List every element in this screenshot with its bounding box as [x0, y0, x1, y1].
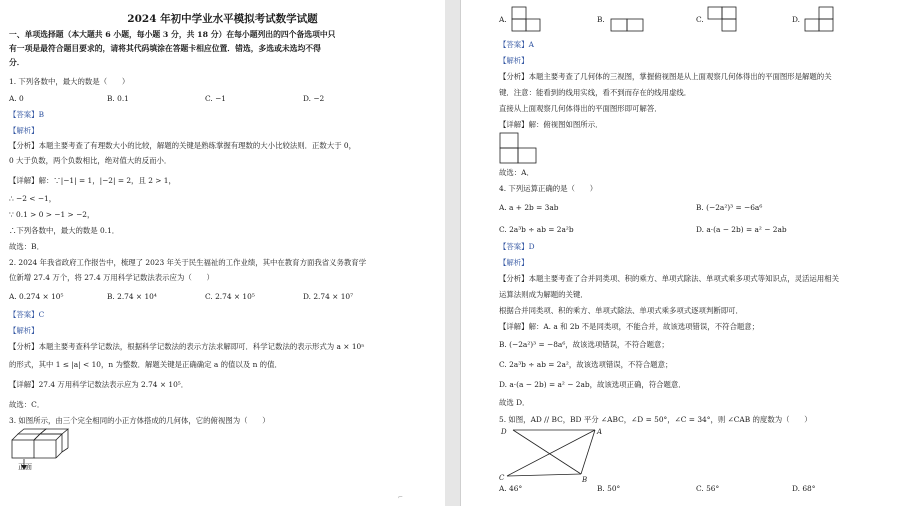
question-3-stem: 3. 如图所示，由三个完全相同的小正方体搭成的几何体，它的俯视图为（ ）: [9, 416, 270, 425]
exam-title: 2024 年初中学业水平模拟考试数学试题: [127, 13, 318, 25]
q3-answer: 【答案】A: [499, 40, 534, 49]
q1-option-a: A. 0: [9, 94, 24, 103]
question-4-stem: 4. 下列运算正确的是（ ）: [499, 184, 598, 193]
q5-option-a: A. 46°: [499, 484, 523, 493]
q4-analysis-line: 运算法则成为解题的关键．: [499, 290, 588, 299]
q1-option-b: B. 0.1: [107, 94, 129, 103]
q4-analysis-line: 根据合并同类项、积的乘方、单项式除法、单项式乘多项式逐项判断即可．: [499, 306, 743, 315]
q4-analysis-line: 故选 D．: [499, 398, 530, 407]
q4-analysis-line: B. (−2a²)³ = −8a⁶，故该选项错误，不符合题意；: [499, 340, 669, 349]
q2-option-b: B. 2.74 × 10⁴: [107, 292, 157, 301]
question-2-stem: 位新增 27.4 万个，将 27.4 万用科学记数法表示应为（ ）: [9, 273, 214, 282]
q1-analysis-line: 0 大于负数，两个负数相比，绝对值大的反而小．: [9, 156, 172, 165]
q3-option-d: D.: [792, 15, 801, 24]
q2-analysis-line: 的形式，其中 1 ≤ |a| < 10，n 为整数．解题关键是正确确定 a 的值以及 n 的值．: [9, 360, 282, 369]
q1-analysis-line: ∴ −2 < −1，: [9, 194, 57, 203]
q1-analysis-line: 【分析】本题主要考查了有理数大小的比较，解题的关键是熟练掌握有理数的大小比较法则．正数大于 0，: [9, 141, 357, 150]
q1-analysis-line: ∴下列各数中，最大的数是 0.1．: [9, 226, 120, 235]
point-label-d: D: [501, 428, 507, 436]
q3-analysis-label: 【解析】: [499, 56, 529, 65]
q5-option-c: C. 56°: [696, 484, 720, 493]
q2-analysis-label: 【解析】: [9, 326, 39, 335]
q4-analysis-line: 【分析】本题主要考查了合并同类项、积的乘方、单项式除法、单项式乘多项式等知识点，灵活运用相关: [499, 274, 839, 283]
point-label-c: C: [499, 474, 505, 482]
q2-option-c: C. 2.74 × 10⁵: [205, 292, 255, 301]
q1-analysis-line: ∵ 0.1 > 0 > −1 > −2，: [9, 210, 95, 219]
q1-analysis-line: 【详解】解：∵|−1| = 1，|−2| = 2，且 2 > 1，: [9, 176, 176, 185]
q2-analysis-line: 【分析】本题主要考查科学记数法，根据科学记数法的表示方法求解即可．科学记数法的表示形式为 a × 10ⁿ: [9, 342, 365, 351]
q3-option-c-figure: [707, 6, 743, 32]
q3-analysis-line: 直接从上面观察几何体得出的平面图形即可解答．: [499, 104, 662, 113]
q3-option-b: B.: [597, 15, 605, 24]
point-label-b: B: [582, 476, 588, 484]
q3-option-c: C.: [696, 15, 704, 24]
q3-analysis-line: 【详解】解：俯视图如图所示．: [499, 120, 603, 129]
q5-option-d: D. 68°: [792, 484, 816, 493]
q4-analysis-label: 【解析】: [499, 258, 529, 267]
page-corner-mark: ⌐: [398, 494, 404, 501]
q2-option-d: D. 2.74 × 10⁷: [303, 292, 354, 301]
q3-conclusion: 故选：A．: [499, 168, 534, 177]
q4-option-d: D. a·(a − 2b) = a² − 2ab: [696, 225, 787, 234]
q4-option-a: A. a + 2b = 3ab: [499, 203, 559, 212]
section-heading: 一、单项选择题（本大题共 6 小题，每小题 3 分，共 18 分）在每小题列出的四个备选项中只: [9, 30, 336, 39]
q3-option-b-figure: [610, 6, 646, 32]
q2-analysis-line: 【详解】27.4 万用科学记数法表示应为 2.74 × 10⁵．: [9, 380, 189, 389]
section-heading: 分．: [9, 58, 25, 67]
q4-analysis-line: C. 2a³b ÷ ab = 2a²，故该选项错误，不符合题意；: [499, 360, 673, 369]
q2-answer: 【答案】C: [9, 310, 45, 319]
q4-answer: 【答案】D: [499, 242, 535, 251]
q3-analysis-line: 【分析】本题主要考查了几何体的三视图，掌握俯视图是从上面观察几何体得出的平面图形是解题的关: [499, 72, 832, 81]
q1-analysis-label: 【解析】: [9, 126, 39, 135]
q3-option-d-figure: [804, 6, 840, 32]
q1-analysis-line: 故选：B．: [9, 242, 44, 251]
q3-option-a-figure: [511, 6, 547, 32]
q1-answer: 【答案】B: [9, 110, 44, 119]
question-5-stem: 5. 如图，AD // BC，BD 平分 ∠ABC，∠D = 50°，∠C = 34°，则 ∠CAB 的度数为（ ）: [499, 415, 812, 424]
document-page-left: [0, 0, 445, 506]
q1-option-d: D. −2: [303, 94, 325, 103]
front-view-label: 正面: [18, 463, 32, 471]
section-heading: 有一项是最符合题目要求的，请将其代码填涂在答题卡相应位置．错选，多选或未选均不得: [9, 44, 321, 53]
q4-analysis-line: 【详解】解：A. a 和 2b 不是同类项，不能合并，故该选项错误，不符合题意；: [499, 322, 760, 331]
question-1-stem: 1. 下列各数中，最大的数是（ ）: [9, 77, 130, 86]
question-2-stem: 2. 2024 年我省政府工作报告中，梳理了 2023 年关于民生福祉的工作业绩，其中在教育方面我省义务教育学: [9, 258, 367, 267]
q4-option-b: B. (−2a²)³ = −6a⁶: [696, 203, 763, 212]
q2-option-a: A. 0.274 × 10⁵: [9, 292, 64, 301]
q5-option-b: B. 50°: [597, 484, 621, 493]
q3-answer-figure: [499, 132, 539, 164]
point-label-a: A: [597, 428, 603, 436]
q3-analysis-line: 键．注意：能看到的线用实线，看不到而存在的线用虚线．: [499, 88, 692, 97]
q4-analysis-line: D. a·(a − 2b) = a² − 2ab，故该选项正确，符合题意．: [499, 380, 686, 389]
q3-option-a: A.: [499, 15, 507, 24]
q4-option-c: C. 2a³b ÷ ab = 2a²b: [499, 225, 574, 234]
q5-geometry-figure: [499, 424, 609, 484]
q1-option-c: C. −1: [205, 94, 226, 103]
document-page-right: [460, 0, 900, 506]
q2-analysis-line: 故选：C．: [9, 400, 45, 409]
